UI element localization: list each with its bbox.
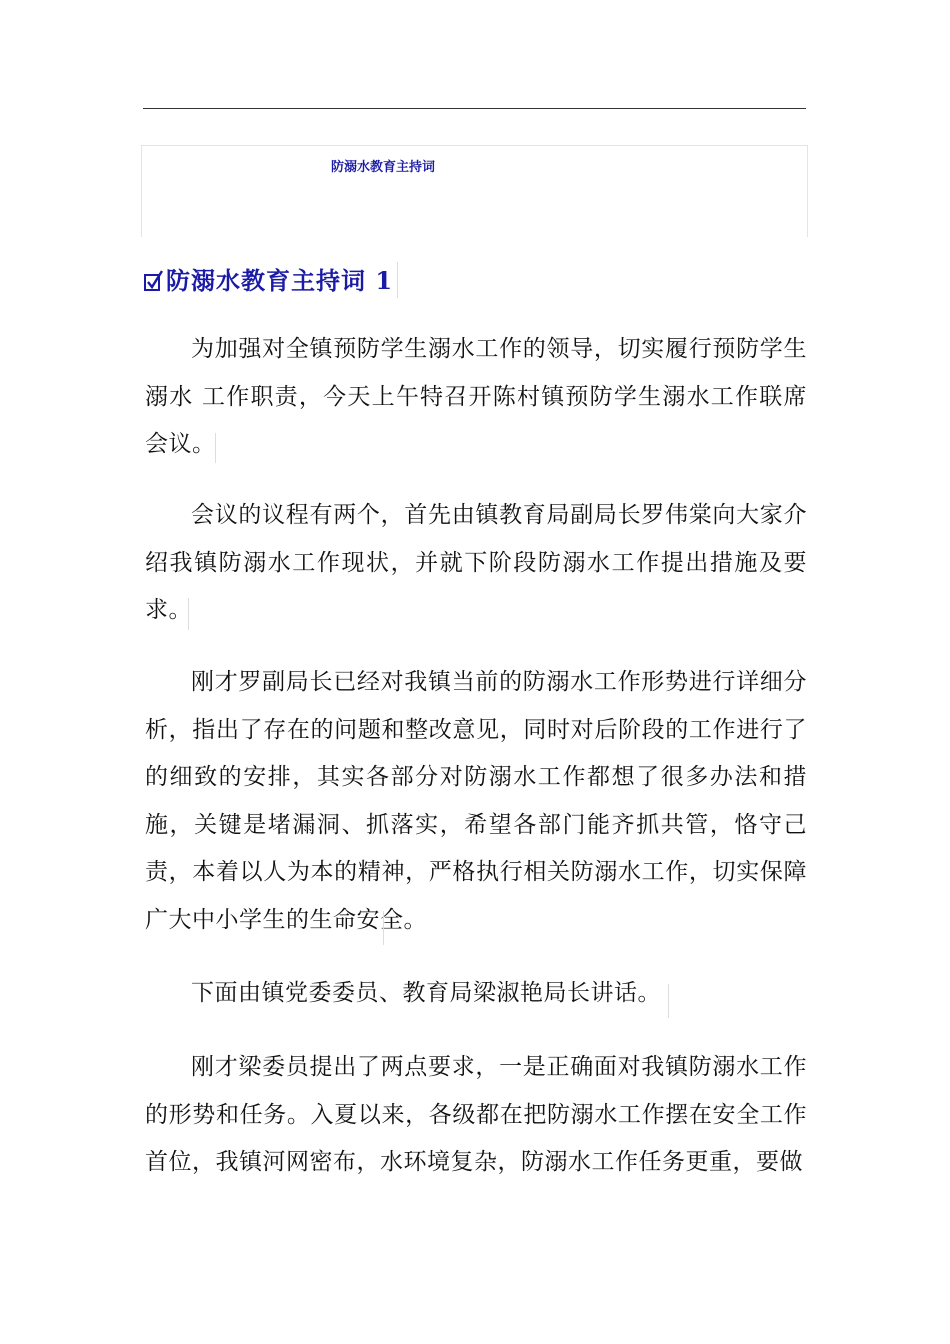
paragraph: 刚才罗副局长已经对我镇当前的防溺水工作形势进行详细分析，指出了存在的问题和整改意见，同时对后阶段的工作进行了的细致的安排，其实各部分对防溺水工作都想了很多办法和措施，关键是堵漏洞、抓落实，希望各部门能齐抓共管，恪守己责，本着以人为本的精神，严格执行相关防溺水工作，切实保障广大中小学生的生命安全。 bbox=[145, 669, 807, 933]
checkbox-checked-icon bbox=[144, 270, 164, 292]
paragraph-edge-line bbox=[668, 984, 669, 1018]
paragraph-edge-line bbox=[383, 911, 384, 945]
heading-edge-line bbox=[397, 262, 398, 298]
paragraph-edge-line bbox=[188, 598, 189, 630]
header-box bbox=[141, 145, 808, 237]
top-rule bbox=[143, 108, 806, 109]
paragraph: 为加强对全镇预防学生溺水工作的领导，切实履行预防学生溺水 工作职责，今天上午特召开陈村镇预防学生溺水工作联席会议。 bbox=[145, 336, 807, 457]
paragraph-edge-line bbox=[215, 433, 216, 463]
paragraph: 刚才梁委员提出了两点要求，一是正确面对我镇防溺水工作的形势和任务。入夏以来，各级都在把防溺水工作摆在安全工作首位，我镇河网密布，水环境复杂，防溺水工作任务更重，要做 bbox=[145, 1054, 807, 1175]
section-heading-text: 防溺水教育主持词 1 bbox=[166, 265, 394, 295]
paragraph: 下面由镇党委委员、教育局梁淑艳局长讲话。 bbox=[191, 980, 661, 1006]
paragraph: 会议的议程有两个，首先由镇教育局副局长罗伟棠向大家介绍我镇防溺水工作现状，并就下阶段防溺水工作提出措施及要求。 bbox=[145, 502, 807, 623]
header-title: 防溺水教育主持词 bbox=[331, 160, 436, 175]
section-heading bbox=[144, 258, 393, 298]
